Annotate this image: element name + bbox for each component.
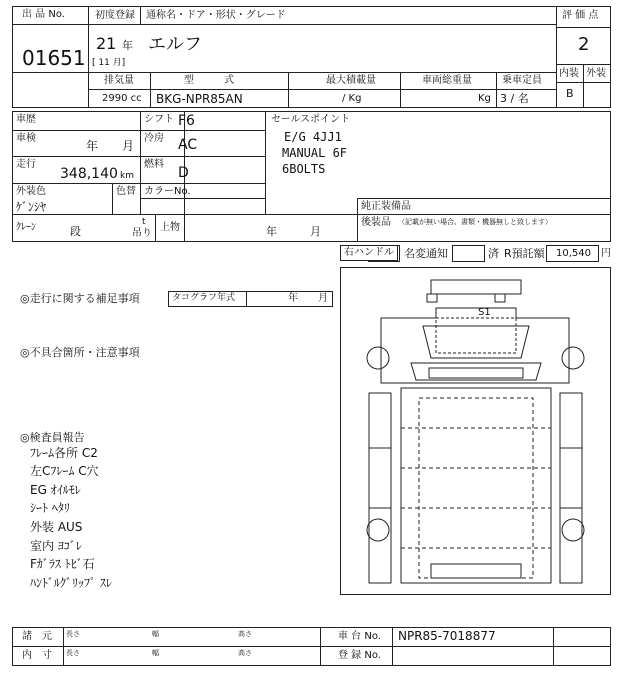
rear-left-wheel <box>367 519 389 541</box>
cab-outline <box>381 308 569 383</box>
gross-weight-label: 車両総重量 <box>422 75 472 86</box>
aftermarket-label: 後装品 <box>361 217 391 228</box>
roof-outline <box>431 280 521 294</box>
spec-length-label: 長さ <box>66 630 80 638</box>
mirror-right <box>495 294 505 302</box>
steering-box: 右ハンドル <box>340 245 398 261</box>
max-load-label: 最大積載量 <box>326 75 376 86</box>
yen-label: 円 <box>601 248 611 259</box>
capacity-label: 乗車定員 <box>502 75 542 86</box>
cab-roof <box>436 318 516 353</box>
interior-label: 内装 <box>559 68 579 79</box>
cargo-bed <box>401 388 551 583</box>
recycle-label: R預託額 <box>504 247 545 260</box>
reg-no-label: 登 録 No. <box>338 650 381 661</box>
tacho-label: タコグラフ年式 <box>172 293 236 303</box>
crane-label: ｸﾚｰﾝ <box>16 222 36 233</box>
bumper <box>429 368 523 378</box>
sales-point-3: 6BOLTS <box>282 162 326 176</box>
left-side-panel <box>369 393 391 583</box>
car-name: エルフ <box>148 34 202 55</box>
inspection-value: 年 月 <box>86 139 135 153</box>
truck-damage-diagram <box>341 268 610 594</box>
inner-width-label: 幅 <box>152 649 159 657</box>
name-label: 通称名・ドア・形状・グレード <box>146 10 286 21</box>
right-side-panel <box>560 393 582 583</box>
model-code: BKG-NPR85AN <box>156 92 243 106</box>
chassis-number: NPR85-7018877 <box>398 629 496 643</box>
shift-value: F6 <box>178 113 195 129</box>
displacement-value: 2990 cc <box>102 93 142 104</box>
chassis-label: 車 台 No. <box>338 631 381 642</box>
shift-label: シフト <box>144 114 174 125</box>
equipment-label: 純正装備品 <box>361 201 411 212</box>
crane-ton-top: t <box>142 217 146 227</box>
spec-label: 諸 元 <box>22 631 52 642</box>
crane-stage: 段 <box>70 225 81 238</box>
max-load-value: / Kg <box>342 93 362 104</box>
inspector-line-3: EG ｵｲﾙﾓﾚ <box>30 483 81 497</box>
sales-point-1: E/G 4JJ1 <box>284 130 342 144</box>
color-change-label: 色替 <box>116 186 136 197</box>
driving-notes-label: ◎走行に関する補足事項 <box>20 292 140 305</box>
gross-weight-value: Kg <box>478 93 491 104</box>
inner-length-label: 長さ <box>66 649 80 657</box>
aftermarket-note: （記載が無い場合、書類・機器無しと致します） <box>398 218 552 226</box>
front-right-wheel <box>562 347 584 369</box>
inspector-line-8: ﾊﾝﾄﾞﾙｸﾞﾘｯﾌﾟ ｽﾚ <box>30 576 112 590</box>
reg-year-unit: 年 <box>122 39 133 52</box>
inspector-line-2: 左Cﾌﾚｰﾑ C穴 <box>30 464 99 478</box>
color-no-label: カラーNo. <box>144 186 191 197</box>
exterior-label: 外装 <box>586 68 606 79</box>
tailgate <box>431 564 521 578</box>
inspector-line-4: ｼｰﾄ ﾍﾀﾘ <box>30 501 70 515</box>
crane-ton: 吊り <box>132 228 152 239</box>
inspector-label: ◎検査員報告 <box>20 431 85 444</box>
fuel-value: D <box>178 165 189 181</box>
mileage-label: 走行 <box>16 159 36 170</box>
front-grille <box>411 363 541 380</box>
mileage-value: 348,140 <box>60 166 118 182</box>
sales-point-2: MANUAL 6F <box>282 146 348 160</box>
front-left-wheel <box>367 347 389 369</box>
bed-floor <box>419 398 533 578</box>
mileage-unit: km <box>120 171 134 181</box>
spec-height-label: 高さ <box>238 630 252 638</box>
recycle-prefix: 済 <box>488 247 499 260</box>
score-value: 2 <box>578 34 590 55</box>
inspector-line-7: Fｶﾞﾗｽ ﾄﾋﾞ石 <box>30 557 95 571</box>
capacity-value: 3 / 名 <box>500 92 529 105</box>
inspector-line-1: ﾌﾚｰﾑ各所 C2 <box>30 446 98 460</box>
ac-value: AC <box>178 137 198 153</box>
inner-label: 内 寸 <box>22 650 52 661</box>
upper-label: 上物 <box>160 222 180 233</box>
damage-mark: S1 <box>478 307 491 318</box>
reg-year: 21 <box>96 34 117 53</box>
upper-date: 年 月 <box>266 225 321 238</box>
reg-month: [ 11 月] <box>92 58 126 68</box>
inner-height-label: 高さ <box>238 649 252 657</box>
mirror-left <box>427 294 437 302</box>
name-change-label: 名変通知 <box>404 247 448 260</box>
recycle-amount: 10,540 <box>556 248 591 259</box>
first-reg-label: 初度登録 <box>95 10 135 21</box>
history-label: 車歴 <box>16 114 36 125</box>
tacho-value: 年 月 <box>288 293 328 304</box>
color-value: ｹﾞﾝｼﾔ <box>16 200 47 214</box>
fuel-label: 燃料 <box>144 159 164 170</box>
spec-width-label: 幅 <box>152 630 159 638</box>
sales-point-label: セールスポイント <box>271 114 351 125</box>
lot-label: 出 品 No. <box>22 9 65 20</box>
inspector-line-6: 室内 ﾖｺﾞﾚ <box>30 539 82 553</box>
interior-grade: B <box>566 87 574 100</box>
rear-right-wheel <box>562 519 584 541</box>
displacement-label: 排気量 <box>104 75 134 86</box>
score-label: 評 価 点 <box>562 10 599 21</box>
defects-label: ◎不具合箇所・注意事項 <box>20 346 140 359</box>
color-label: 外装色 <box>16 186 46 197</box>
model-label: 型 式 <box>184 75 234 86</box>
ac-label: 冷房 <box>144 133 164 144</box>
lot-number: 01651 <box>22 46 86 70</box>
inspection-label: 車検 <box>16 133 36 144</box>
inspector-line-5: 外装 AUS <box>30 520 83 534</box>
